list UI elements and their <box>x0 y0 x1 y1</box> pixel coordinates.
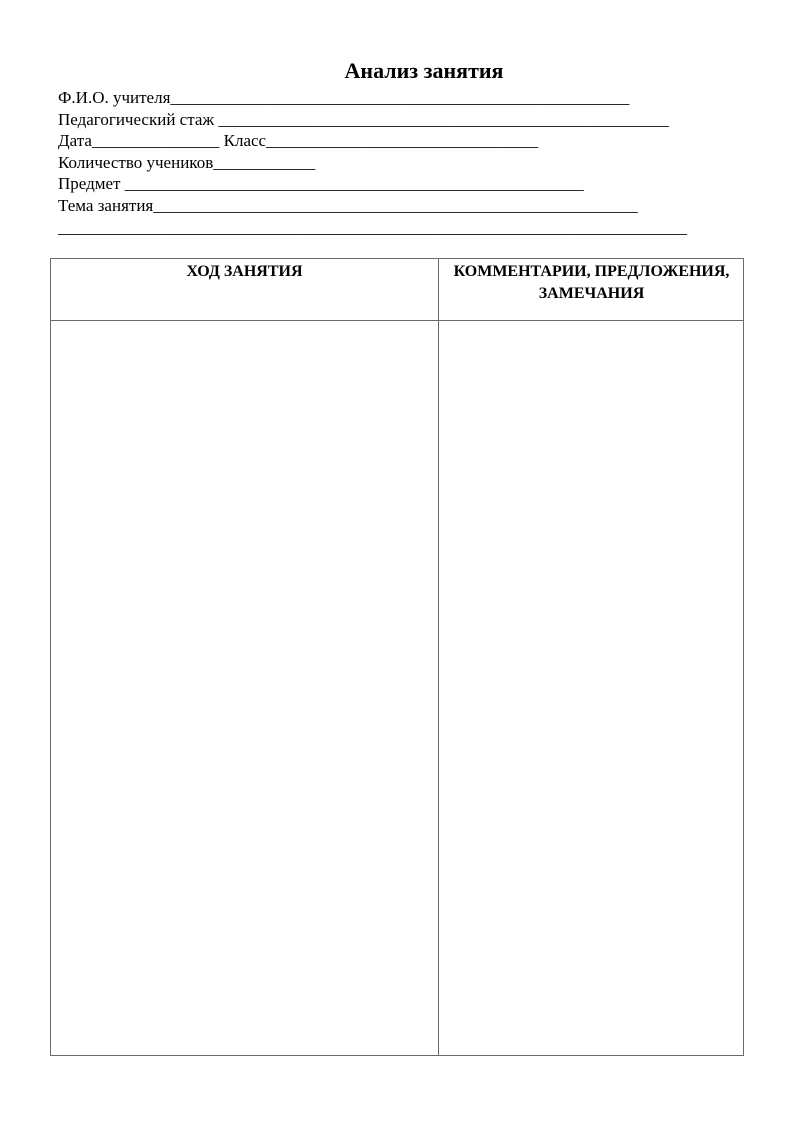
page-title: Анализ занятия <box>344 58 504 83</box>
student-count-field: Количество учеников____________ <box>58 152 316 172</box>
lesson-topic-continuation-field: __________________________________________________________________________ <box>58 217 687 237</box>
date-class-field: Дата_______________ Класс________________________________ <box>58 131 539 151</box>
lesson-topic-field: Тема занятия_________________________________________________________ <box>58 195 638 215</box>
teaching-experience-field: Педагогический стаж _____________________________________________________ <box>58 109 669 129</box>
header-form <box>58 87 698 238</box>
analysis-table <box>50 258 744 1056</box>
teacher-name-field: Ф.И.О. учителя______________________________________________________ <box>58 88 630 107</box>
subject-field: Предмет ______________________________________________________ <box>58 174 584 194</box>
column-header-lesson-progress: ХОД ЗАНЯТИЯ <box>186 263 303 280</box>
lesson-progress-cell[interactable] <box>51 321 438 1055</box>
column-header-comments: КОММЕНТАРИИ, ПРЕДЛОЖЕНИЯ, ЗАМЕЧАНИЯ <box>453 263 730 302</box>
comments-cell[interactable] <box>439 321 744 1055</box>
